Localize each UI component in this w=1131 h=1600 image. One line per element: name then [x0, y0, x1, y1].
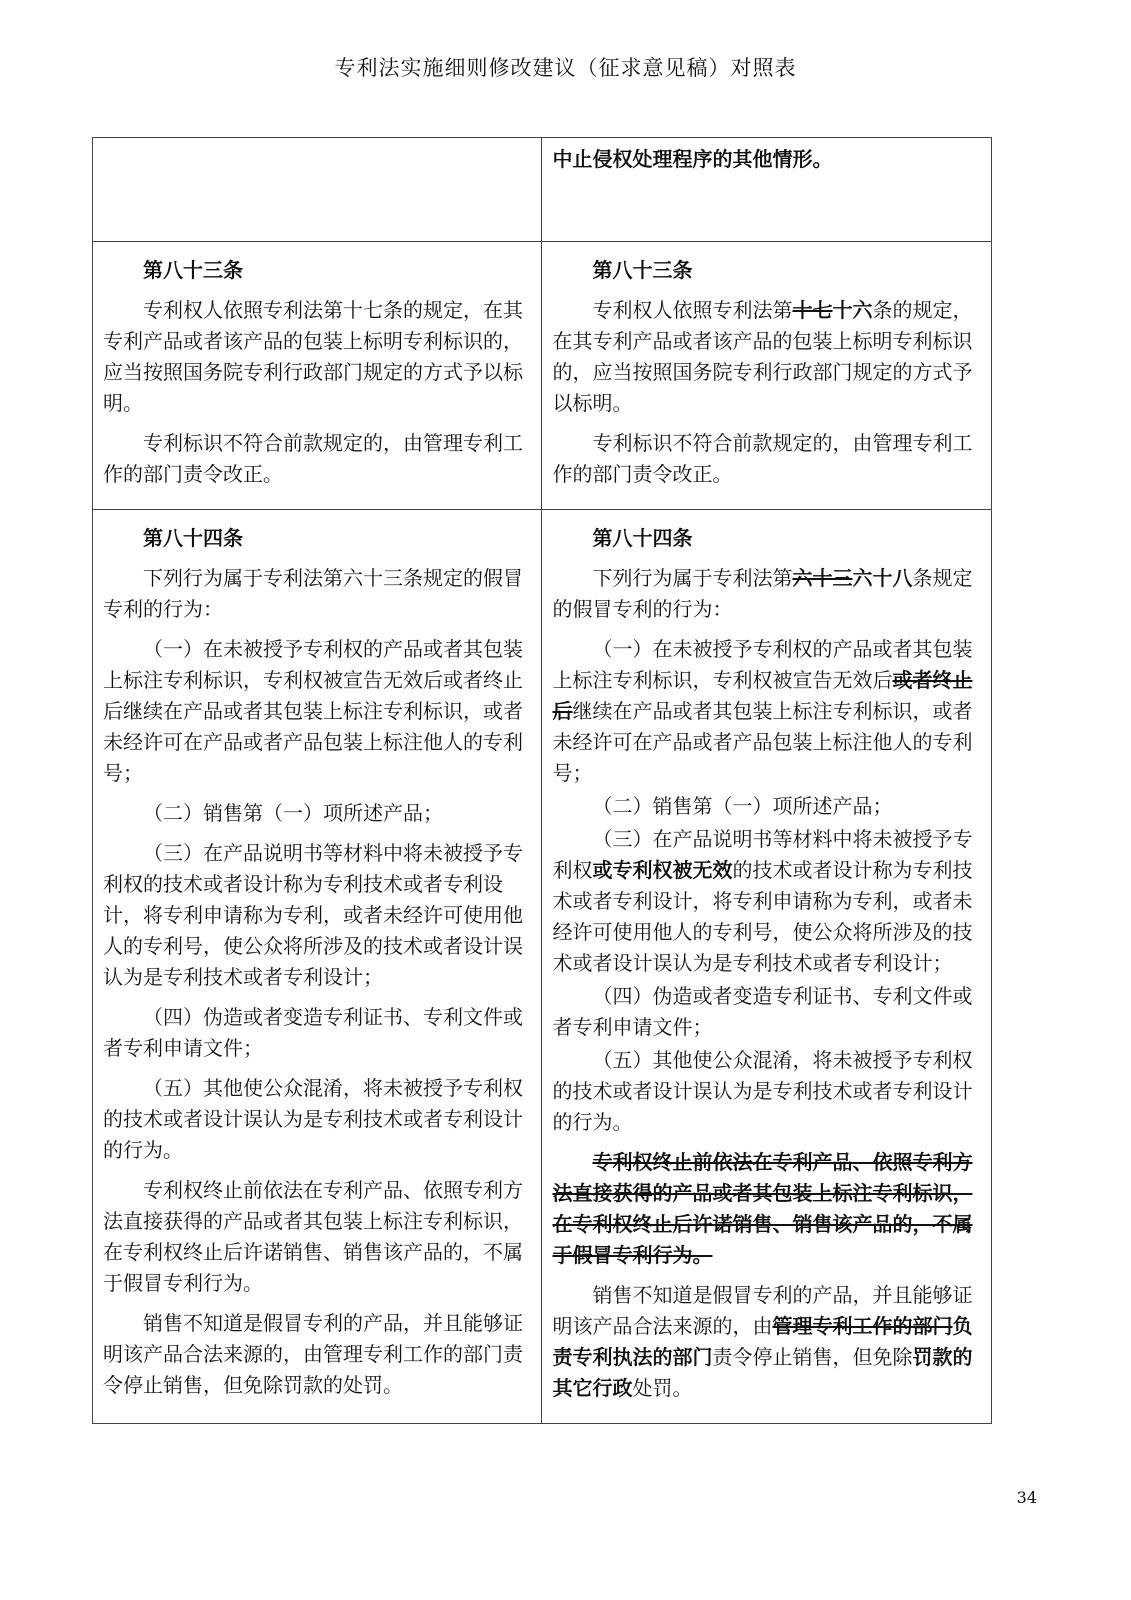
text-run: 条规定的假冒专利的行为：: [552, 566, 973, 621]
paragraph: [552, 634, 981, 789]
text-run: 责令停止销售，但免除: [712, 1345, 913, 1369]
paragraph: （一）在未被授予专利权的产品或者其包装上标注专利标识，专利权被宣告无效后或者终止后继续在产品或者其包装上标注专利标识，或者未经许可在产品或者产品包装上标注他人的专利号；: [103, 637, 523, 785]
cell-text: 中止侵权处理程序的其他情形。: [552, 147, 833, 171]
original-text-cell: [93, 510, 542, 1424]
deleted-text: 六十三: [792, 566, 853, 590]
article-heading: 第八十三条: [592, 258, 693, 282]
text-run: （三）在产品说明书等材料中将未被授予专利权: [552, 827, 973, 882]
paragraph: （二）销售第（一）项所述产品；: [592, 794, 893, 818]
paragraph: （五）其他使公众混淆，将未被授予专利权的技术或者设计误认为是专利技术或者专利设计的行为。: [103, 1076, 523, 1162]
page-header-title: 专利法实施细则修改建议（征求意见稿）对照表: [334, 56, 797, 80]
original-text-cell: [93, 138, 542, 242]
paragraph: （五）其他使公众混淆，将未被授予专利权的技术或者设计误认为是专利技术或者专利设计的行为。: [552, 1048, 973, 1134]
paragraph: 下列行为属于专利法第六十三条规定的假冒专利的行为：: [103, 566, 523, 621]
text-run: 专利权人依照专利法第: [592, 298, 793, 322]
paragraph: （二）销售第（一）项所述产品；: [143, 801, 443, 825]
paragraph: 专利权终止前依法在专利产品、依照专利方法直接获得的产品或者其包装上标注专利标识，在专利权终止后许诺销售、销售该产品的，不属于假冒专利行为。: [103, 1178, 523, 1295]
text-run: 的技术或者设计称为专利技术或者专利设计，将专利申请称为专利，或者未经许可使用他人的专利号，使公众将所涉及的技术或者设计误认为是专利技术或者专利设计；: [552, 858, 973, 975]
article-heading: 第八十三条: [143, 258, 243, 282]
paragraph: 专利权人依照专利法第十七条的规定，在其专利产品或者该产品的包装上标明专利标识的，应当按照国务院专利行政部门规定的方式予以标明。: [103, 298, 523, 415]
text-run: 销售不知道是假冒专利的产品，并且能够证明该产品合法来源的，由: [552, 1283, 973, 1338]
article-heading: 第八十四条: [143, 526, 243, 550]
text-run: 条的规定，在其专利产品或者该产品的包装上标明专利标识的，应当按照国务院专利行政部门规定的方式予以标明。: [552, 298, 973, 415]
text-run: 下列行为属于专利法第: [592, 566, 793, 590]
paragraph: [552, 1280, 981, 1404]
revised-text-cell: [542, 242, 992, 510]
original-text-cell: [93, 242, 542, 510]
paragraph: [552, 295, 981, 419]
page-number: 34: [1016, 1488, 1037, 1507]
inserted-text: 或专利权被无效: [592, 858, 733, 882]
deleted-text: 或者终止后: [552, 668, 973, 723]
article-heading: 第八十四条: [592, 526, 693, 550]
inserted-text: 六十八: [852, 566, 913, 590]
inserted-text: 罚款的其它行政: [552, 1345, 973, 1400]
paragraph: （四）伪造或者变造专利证书、专利文件或者专利申请文件；: [552, 984, 973, 1039]
table-row: [93, 510, 992, 1424]
paragraph: 专利标识不符合前款规定的，由管理专利工作的部门责令改正。: [103, 431, 523, 486]
revised-text-cell: [542, 138, 992, 242]
inserted-text: 十六: [832, 298, 873, 322]
text-run: 处罚。: [632, 1376, 693, 1400]
revised-text-cell: [542, 510, 992, 1424]
paragraph: 专利标识不符合前款规定的，由管理专利工作的部门责令改正。: [552, 431, 973, 486]
comparison-table: [92, 137, 992, 1424]
paragraph: [552, 563, 981, 625]
deleted-text: 管理专利工作的部门: [772, 1314, 953, 1338]
text-run: 继续在产品或者其包装上标注专利标识，或者未经许可在产品或者产品包装上标注他人的专利号；: [552, 699, 973, 785]
inserted-text: 负责专利执法的部门: [552, 1314, 973, 1369]
paragraph: [552, 1147, 981, 1271]
paragraph: （三）在产品说明书等材料中将未被授予专利权的技术或者设计称为专利技术或者专利设计，将专利申请称为专利，或者未经许可使用他人的专利号，使公众将所涉及的技术或者设计误认为是专利技术或者专利设计；: [103, 841, 523, 989]
table-row: [93, 138, 992, 242]
text-run: （一）在未被授予专利权的产品或者其包装上标注专利标识，专利权被宣告无效后: [552, 637, 973, 692]
table-row: [93, 242, 992, 510]
deleted-text: 十七: [792, 298, 833, 322]
paragraph: （四）伪造或者变造专利证书、专利文件或者专利申请文件；: [103, 1005, 523, 1060]
paragraph: 销售不知道是假冒专利的产品，并且能够证明该产品合法来源的，由管理专利工作的部门责令停止销售，但免除罚款的处罚。: [103, 1311, 523, 1397]
paragraph: [552, 824, 981, 979]
deleted-text: 专利权终止前依法在专利产品、依照专利方法直接获得的产品或者其包装上标注专利标识，在专利权终止后许诺销售、销售该产品的，不属于假冒专利行为。: [552, 1150, 973, 1267]
